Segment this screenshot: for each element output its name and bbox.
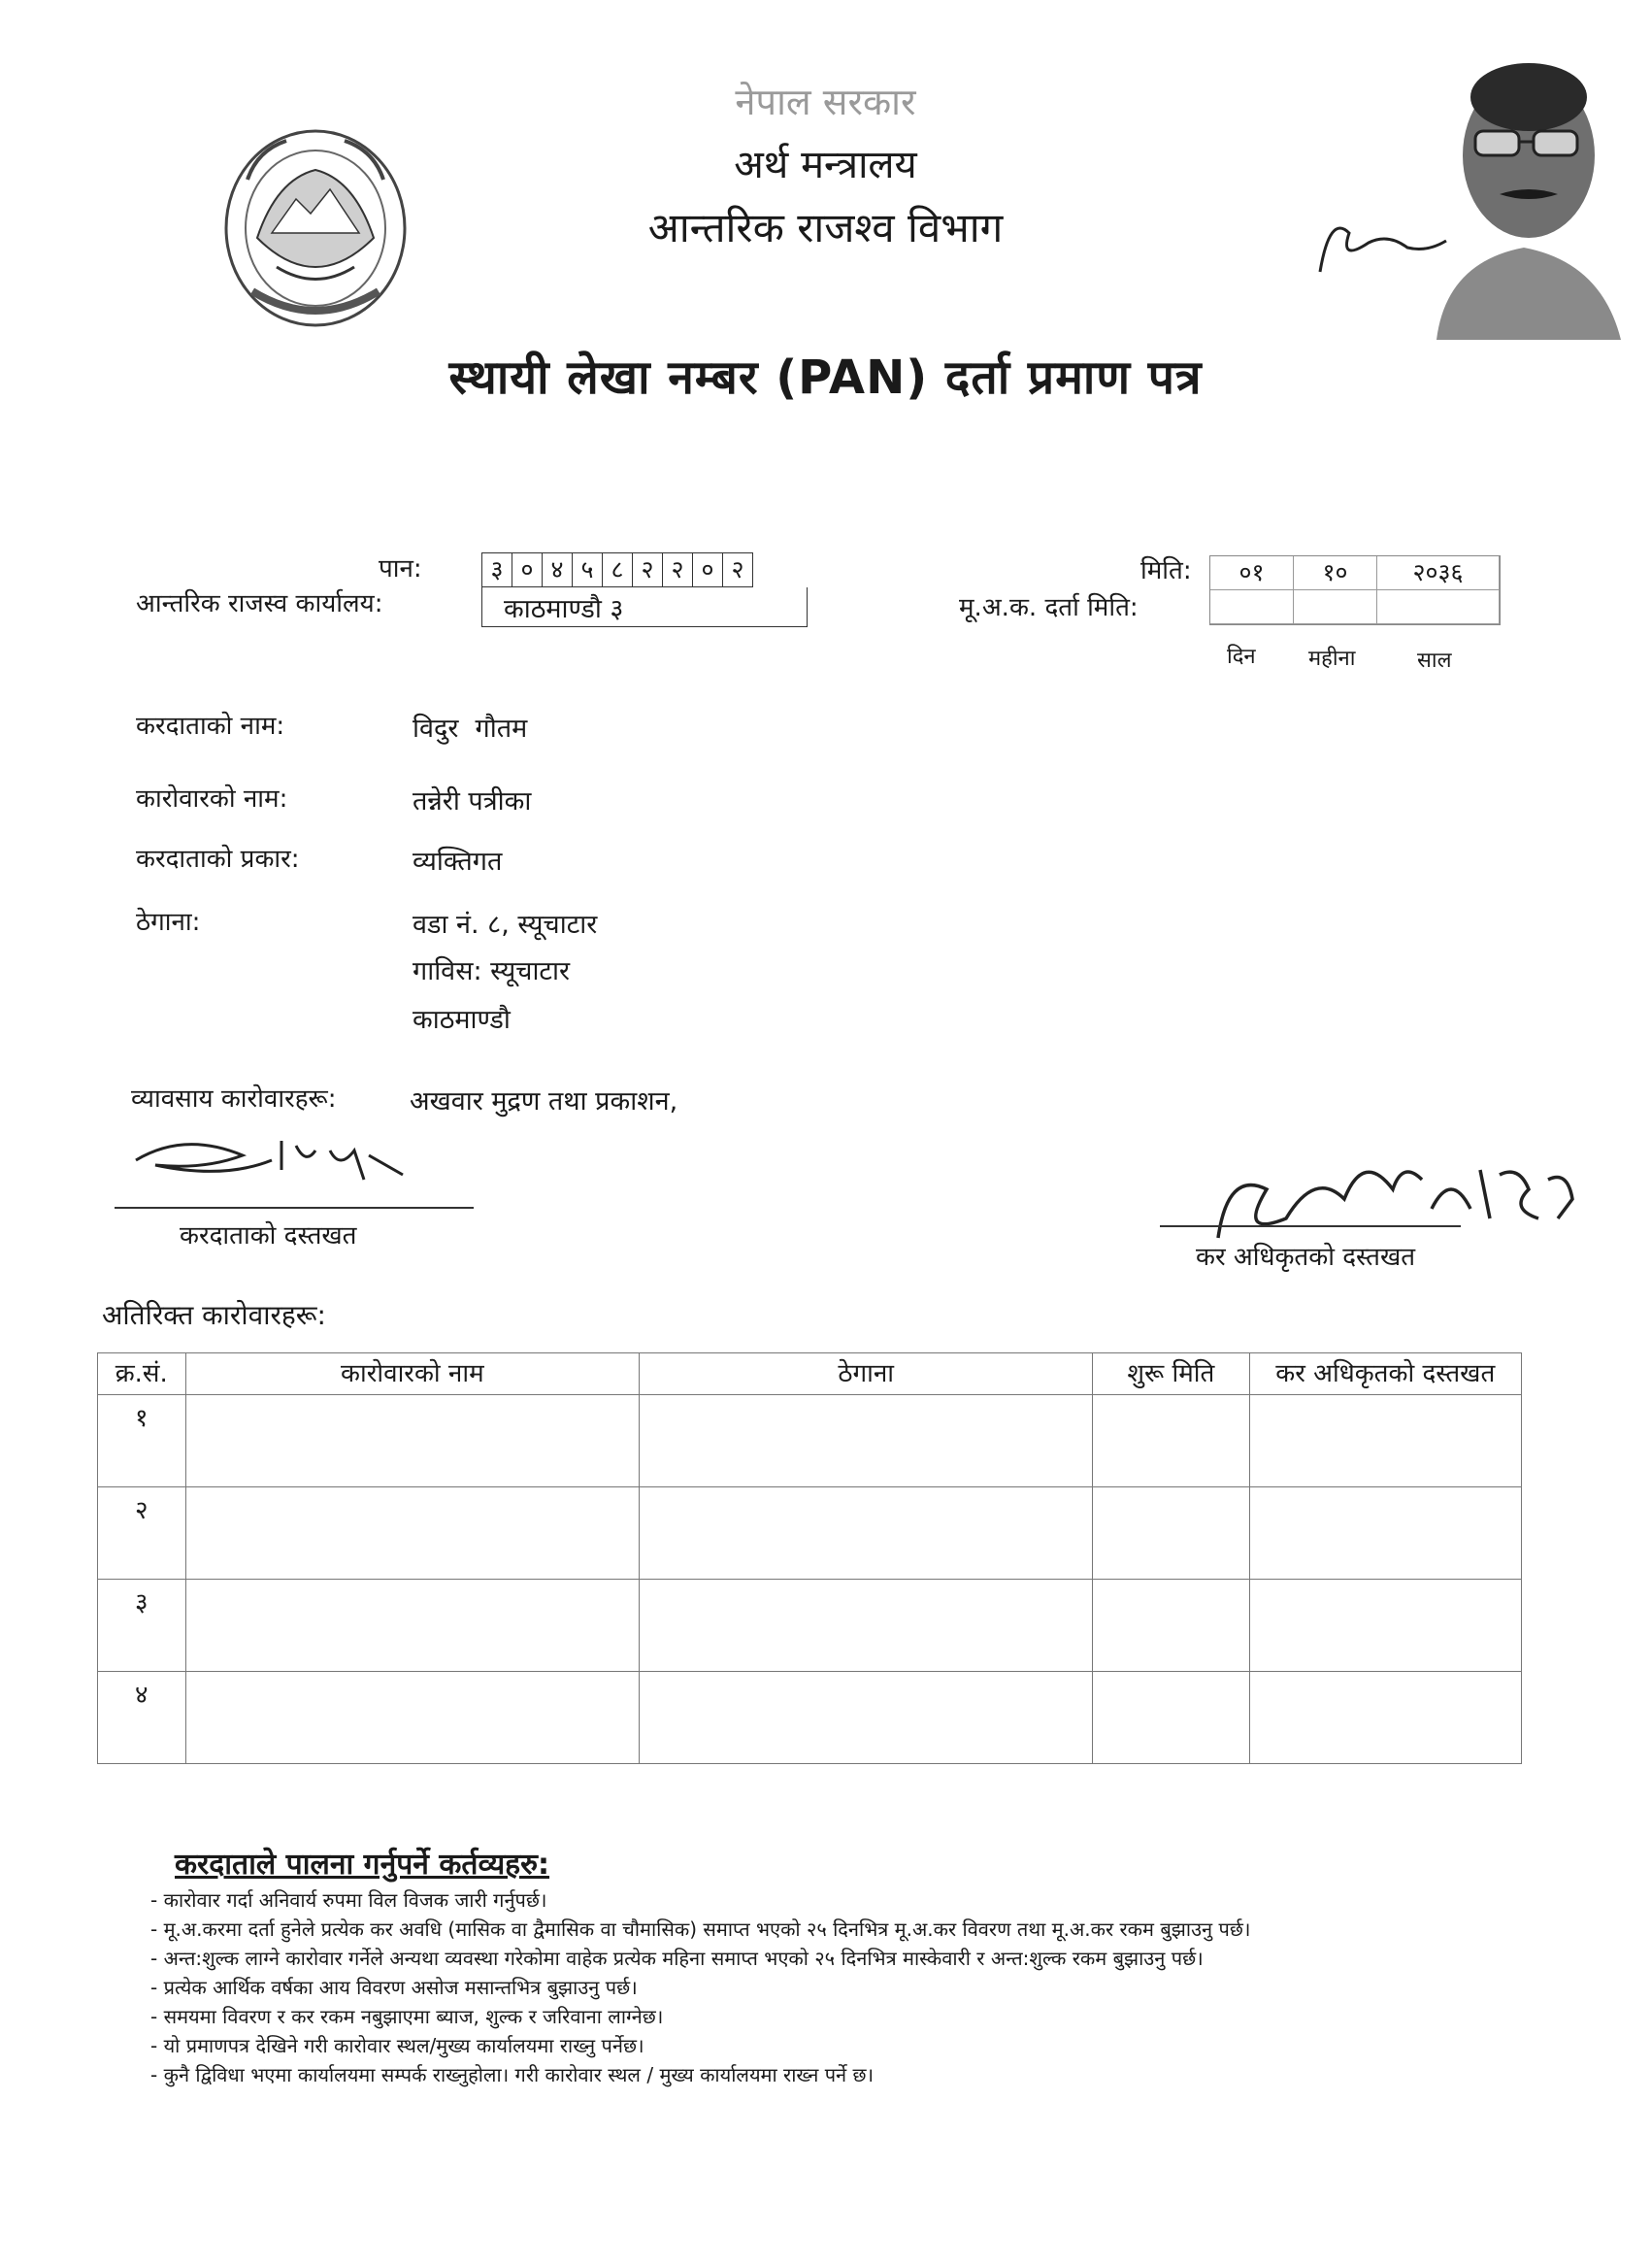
- pan-digit: ०: [693, 553, 723, 586]
- date-col-month: महीना: [1308, 647, 1356, 671]
- date-grid: [1209, 555, 1501, 625]
- taxpayer-signature-line: [115, 1207, 474, 1209]
- table-row: [98, 1580, 1522, 1672]
- address-label: ठेगाना:: [136, 908, 201, 937]
- office-label: आन्तरिक राजस्व कार्यालय:: [136, 589, 383, 618]
- pan-digit: ४: [543, 553, 573, 586]
- table-row: [98, 1395, 1522, 1487]
- row-cell: [1249, 1672, 1521, 1764]
- office-box: [481, 587, 808, 627]
- row-cell: [640, 1487, 1093, 1580]
- pan-digit: २: [633, 553, 663, 586]
- vat-date-day: [1210, 590, 1294, 624]
- row-cell: [185, 1487, 640, 1580]
- duty-item: - अन्त:शुल्क लाग्ने कारोवार गर्नेले अन्यथा व्यवस्था गरेकोमा वाहेक प्रत्येक महिना समाप्त भएको २५ दिनभित्र मास्केवारी र अन्त:शुल्क रकम बुझाउनु पर्छ।: [150, 1944, 1548, 1973]
- duty-item: - समयमा विवरण र कर रकम नबुझाएमा ब्याज, शुल्क र जरिवाना लाग्नेछ।: [150, 2002, 1548, 2031]
- additional-businesses-table: [97, 1352, 1522, 1764]
- duty-item: - मू.अ.करमा दर्ता हुनेले प्रत्येक कर अवधि (मासिक वा द्वैमासिक वा चौमासिक) समाप्त भएको २५ दिनभित्र मू.अ.कर विवरण तथा मू.अ.कर रकम बुझाउनु पर्छ।: [150, 1915, 1548, 1944]
- taxpayer-name: विदुर गौतम: [413, 714, 528, 744]
- taxpayer-signature: [126, 1121, 417, 1203]
- pan-digit: ३: [482, 553, 512, 586]
- address-line-2: गाविस: स्यूचाटार: [413, 956, 571, 986]
- row-serial: २: [98, 1487, 186, 1580]
- row-serial: ४: [98, 1672, 186, 1764]
- row-cell: [185, 1580, 640, 1672]
- col-business-name: कारोवारको नाम: [185, 1353, 640, 1395]
- date-year: २०३६: [1377, 556, 1500, 590]
- pan-digit: ८: [603, 553, 633, 586]
- row-serial: ३: [98, 1580, 186, 1672]
- row-cell: [185, 1395, 640, 1487]
- row-cell: [1093, 1580, 1249, 1672]
- pan-number-boxes: [481, 552, 753, 587]
- taxpayer-type: व्यक्तिगत: [413, 847, 503, 877]
- duties-list: [150, 1885, 1548, 2089]
- pan-digit: २: [731, 555, 744, 584]
- officer-signature-label: कर अधिकृतको दस्तखत: [1196, 1243, 1416, 1272]
- vat-date-label: मू.अ.क. दर्ता मिति:: [959, 593, 1139, 622]
- taxpayer-name-label: करदाताको नाम:: [136, 712, 285, 741]
- business-name-label: कारोवारको नाम:: [136, 784, 288, 814]
- vat-date-year: [1377, 590, 1500, 624]
- date-day: ०१: [1210, 556, 1294, 590]
- ministry-name: अर्थ मन्त्रालय: [734, 143, 917, 187]
- date-label: मिति:: [1140, 556, 1192, 585]
- duty-item: - प्रत्येक आर्थिक वर्षका आय विवरण असोज मसान्तभित्र बुझाउनु पर्छ।: [150, 1973, 1548, 2002]
- duty-item: - कुनै द्विविधा भएमा कार्यालयमा सम्पर्क राख्नुहोला। गरी कारोवार स्थल / मुख्य कार्यालयमा राख्न पर्ने छ।: [150, 2060, 1548, 2089]
- department-name: आन्तरिक राजश्व विभाग: [647, 204, 1004, 251]
- row-cell: [640, 1672, 1093, 1764]
- pan-digit: ०: [512, 553, 543, 586]
- col-start-date: शुरू मिति: [1093, 1353, 1249, 1395]
- duty-item: - यो प्रमाणपत्र देखिने गरी कारोवार स्थल/मुख्य कार्यालयमा राख्नु पर्नेछ।: [150, 2031, 1548, 2060]
- pan-digit: २: [663, 553, 693, 586]
- officer-signature-line: [1160, 1225, 1461, 1227]
- address-line-3: काठमाण्डौ: [413, 1005, 511, 1035]
- col-officer-signature: कर अधिकृतको दस्तखत: [1249, 1353, 1521, 1395]
- duty-item: - कारोवार गर्दा अनिवार्य रुपमा विल विजक जारी गर्नुपर्छ।: [150, 1885, 1548, 1915]
- business-name: तन्नेरी पत्रीका: [413, 786, 532, 817]
- row-cell: [640, 1395, 1093, 1487]
- photo-signature: [1310, 194, 1504, 295]
- additional-businesses-title: अतिरिक्त कारोवारहरू:: [102, 1299, 326, 1331]
- activities-label: व्यावसाय कारोवारहरू:: [131, 1084, 337, 1114]
- row-cell: [640, 1580, 1093, 1672]
- row-cell: [1249, 1487, 1521, 1580]
- row-cell: [185, 1672, 640, 1764]
- duties-title: करदाताले पालना गर्नुपर्ने कर्तव्यहरु:: [175, 1848, 550, 1882]
- row-cell: [1093, 1395, 1249, 1487]
- row-cell: [1093, 1672, 1249, 1764]
- address-line-1: वडा नं. ८, स्यूचाटार: [413, 910, 598, 940]
- activities-value: अखवार मुद्रण तथा प्रकाशन,: [410, 1086, 678, 1117]
- table-row: [98, 1487, 1522, 1580]
- office-value: काठमाण्डौ ३: [504, 594, 624, 624]
- table-row: [98, 1672, 1522, 1764]
- vat-date-month: [1294, 590, 1377, 624]
- col-address: ठेगाना: [640, 1353, 1093, 1395]
- pan-label: पान:: [379, 554, 422, 584]
- row-serial: १: [98, 1395, 186, 1487]
- government-name: नेपाल सरकार: [735, 81, 916, 123]
- date-col-year: साल: [1417, 649, 1452, 673]
- col-serial: क्र.सं.: [98, 1353, 186, 1395]
- row-cell: [1093, 1487, 1249, 1580]
- table-header-row: [98, 1353, 1522, 1395]
- row-cell: [1249, 1395, 1521, 1487]
- taxpayer-type-label: करदाताको प्रकार:: [136, 845, 300, 874]
- taxpayer-signature-label: करदाताको दस्तखत: [180, 1221, 357, 1251]
- date-col-day: दिन: [1227, 645, 1256, 669]
- row-cell: [1249, 1580, 1521, 1672]
- date-month: १०: [1294, 556, 1377, 590]
- pan-digit: ५: [573, 553, 603, 586]
- certificate-title: स्थायी लेखा नम्बर (PAN) दर्ता प्रमाण पत्र: [448, 350, 1203, 405]
